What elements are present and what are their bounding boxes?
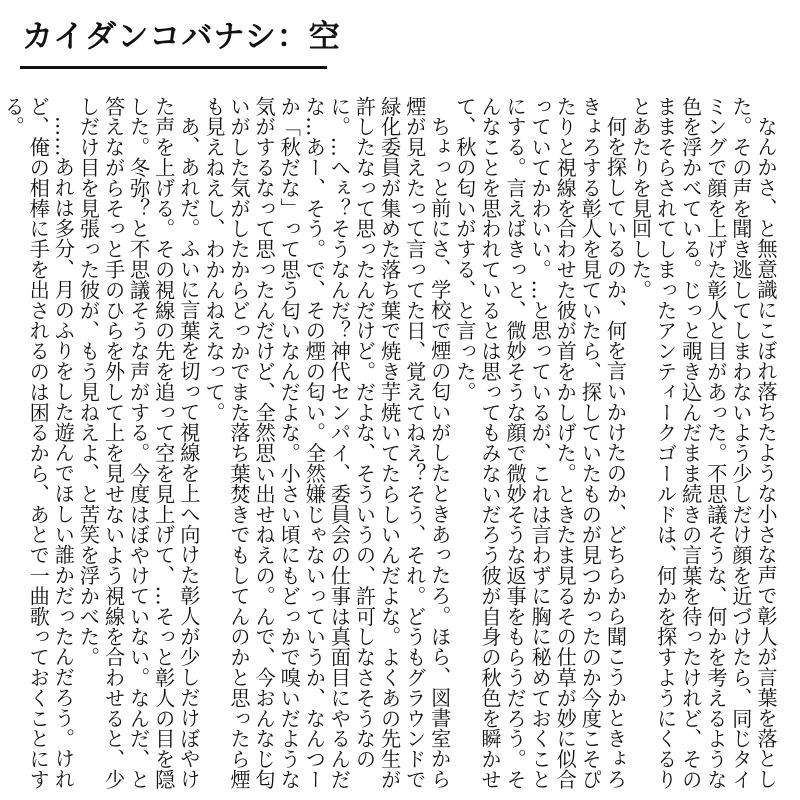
- title-underline: [20, 66, 327, 69]
- story-body: [1, 96, 778, 796]
- story-paragraph: ……あれは多分、月のふりをした遊んでほしい誰かだったんだろう。けれど、俺の相棒に手を出されるのは困るから、あとで一曲歌っておくことにする。: [1, 96, 76, 790]
- story-paragraph: ちょっと前にさ、学校で煙の匂いがしたときあったろ。ほら、図書室から煙が見えたって言ってた日、覚えてねえ？そう、それ。どうもグラウンドで緑化委員が集めた落ち葉で焼き芋焼いてたらしいんだよな。よくあの先生が許したなって思ったんだけど。だよな、そういうの、許可しなさそうなのに。…へぇ？そうなんだ？神代センパイ、委員会の仕事は真面目にやるんだな…あー、そう。で、その煙の匂い。全然嫌じゃないっていうか、なんつーか「秋だな」って思う匂いなんだよな。小さい頃にもどっかで嗅いだような気がするなって思ったんだけど、全然思い出せねえの。んで、今おんなじ匂いがした気がしたからどっかでまた落ち葉焚きでもしてんのかと思ったら煙も見えねえし、わかんねえなって。: [201, 96, 452, 790]
- story-paragraph: なんかさ、と無意識にこぼれ落ちたような小さな声で彰人が言葉を落とした。その声を聞き逃してしまわないよう少しだけ顔を近づけたら、同じタイミングで顔を上げた彰人と目があった。不思議そうな、何かを考えるような色を浮かべている。じっと覗き込んだまま続きの言葉を待ったけれど、そのままそらされてしまったアンティークゴールドは、何かを探すようにくるりとあたりを見回した。: [628, 96, 778, 790]
- story-paragraph: 何を探しているのか、何を言いかけたのか、どちらから聞こうかときょろきょろする彰人を見ていたら、探していたものが見つかったのか今度こそぴたりと視線を合わせた彼が首をかしげた。ときたま見るその仕草が妙に似合っていてかわいい。…と思っているが、これは言わずに胸に秘めておくことにする。言えばきっと、微妙そうな顔で微妙そうな返事をもらうだろう。そんなことを思われているとは思ってもみないだろう彼が自身の秋色を瞬かせて、秋の匂いがする、と言った。: [452, 96, 628, 790]
- page-title: カイダンコバナシ：空: [22, 19, 341, 55]
- story-paragraph: あ、あれだ。ふいに言葉を切って視線を上へ向けた彰人が少しだけぼやけた声を上げる。その視線の先を追って空を見上げて、…そっと彰人の目を隠した。冬弥？と不思議そうな声がする。今度はぼやけていない。なんだ、と答えながらそっと手のひらを外して上を見せないよう視線を合わせると、少しだけ目を見張った彼が、もう見ねえよ、と苦笑を浮かべた。: [76, 96, 201, 790]
